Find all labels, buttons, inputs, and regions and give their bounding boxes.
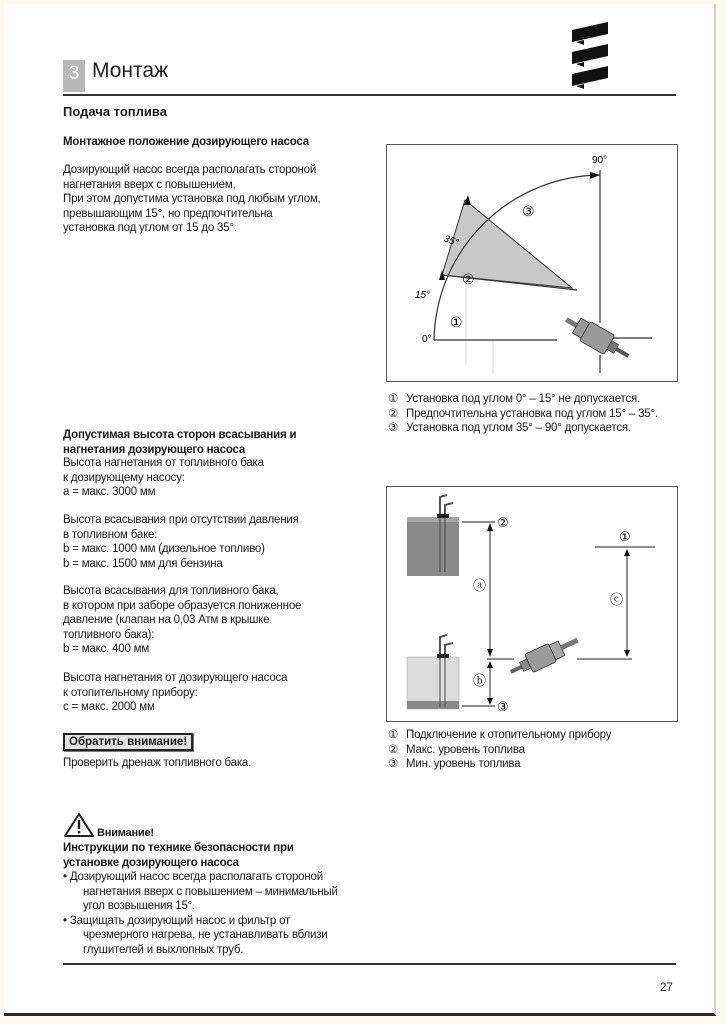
height-diagram-graphic <box>387 487 676 720</box>
svg-text:ⓒ: ⓒ <box>610 593 624 608</box>
svg-text:35°: 35° <box>441 233 460 249</box>
svg-text:0°: 0° <box>422 334 432 345</box>
svg-text:②: ② <box>462 272 475 288</box>
mounting-text: Дозирующий насос всегда располагать стороной нагнетания вверх с повышением. При этом допустима установка под любым углом, превышающим 15°, но предпочтительна установка под углом от 15 до 35°. <box>63 164 321 234</box>
angle-diagram-graphic <box>387 145 676 380</box>
chapter-number-badge: 3 <box>63 60 85 92</box>
warning-bullet-item: • Дозирующий насос всегда располагать стороной нагнетания вверх с повышением – минимальный угол возвышения 15°. <box>63 871 338 912</box>
svg-text:①: ① <box>619 530 631 545</box>
height-a-text: Высота нагнетания от топливного бака к дозирующему насосу: a = макс. 3000 мм <box>63 457 264 498</box>
warning-triangle-icon <box>63 812 95 838</box>
header-divider <box>63 94 676 96</box>
legend-item: ② Предпочтительна установка под углом 15° – 35°. <box>388 407 658 420</box>
dosing-pump-icon <box>507 632 583 681</box>
heights-subhead: Допустимая высота сторон всасывания и нагнетания дозирующего насоса <box>63 429 297 456</box>
angle-diagram-legend <box>388 392 658 436</box>
warning-subhead: Инструкции по технике безопасности при установке дозирующего насоса <box>63 842 294 869</box>
legend-item: ② Макс. уровень топлива <box>388 743 525 756</box>
legend-item: ① Подключение к отопительному прибору <box>388 729 612 741</box>
angle-diagram <box>386 144 678 382</box>
section-title: Подача топлива <box>63 104 167 119</box>
legend-item: ③ Установка под углом 35° – 90° допускается. <box>388 422 631 434</box>
legend-item: ③ Мин. уровень топлива <box>388 758 521 770</box>
svg-text:15°: 15° <box>415 290 431 301</box>
footer-divider <box>63 963 676 965</box>
svg-text:③: ③ <box>522 204 535 220</box>
height-b1-text: Высота всасывания при отсутствии давления в топливном баке: b = макс. 1000 мм (дизельное топливо) b = макс. 1500 мм для бензина <box>63 514 299 570</box>
warning-title: Внимание! <box>97 827 154 839</box>
page-number: 27 <box>660 982 673 994</box>
svg-text:ⓐ: ⓐ <box>473 579 487 594</box>
height-b2-text: Высота всасывания для топливного бака, в котором при заборе образуется пониженное давление (клапан на 0,03 Атм в крышке топливного бака): b = макс. 400 мм <box>63 585 302 655</box>
caution-text: Проверить дренаж топливного бака. <box>63 757 252 769</box>
warning-bullets <box>63 870 363 957</box>
mounting-subhead: Монтажное положение дозирующего насоса <box>63 136 309 148</box>
caution-label: Обратить внимание! <box>63 733 193 751</box>
height-c-text: Высота нагнетания от дозирующего насоса к отопительному прибору: c = макс. 2000 мм <box>63 672 288 713</box>
svg-text:②: ② <box>497 516 509 531</box>
svg-text:③: ③ <box>497 700 509 715</box>
chapter-title: Монтаж <box>92 59 169 82</box>
height-diagram <box>386 486 678 722</box>
svg-text:90°: 90° <box>592 155 608 166</box>
warning-bullet-item: • Защищать дозирующий насос и фильтр от чрезмерного нагрева, не устанавливать вблизи глушителей и выхлопных труб. <box>63 914 328 956</box>
svg-text:ⓑ: ⓑ <box>473 674 487 689</box>
svg-text:①: ① <box>450 315 463 331</box>
eberspaecher-logo-icon <box>570 20 610 90</box>
height-diagram-legend <box>388 728 611 772</box>
legend-item: ① Установка под углом 0° – 15° не допускается. <box>388 393 641 405</box>
